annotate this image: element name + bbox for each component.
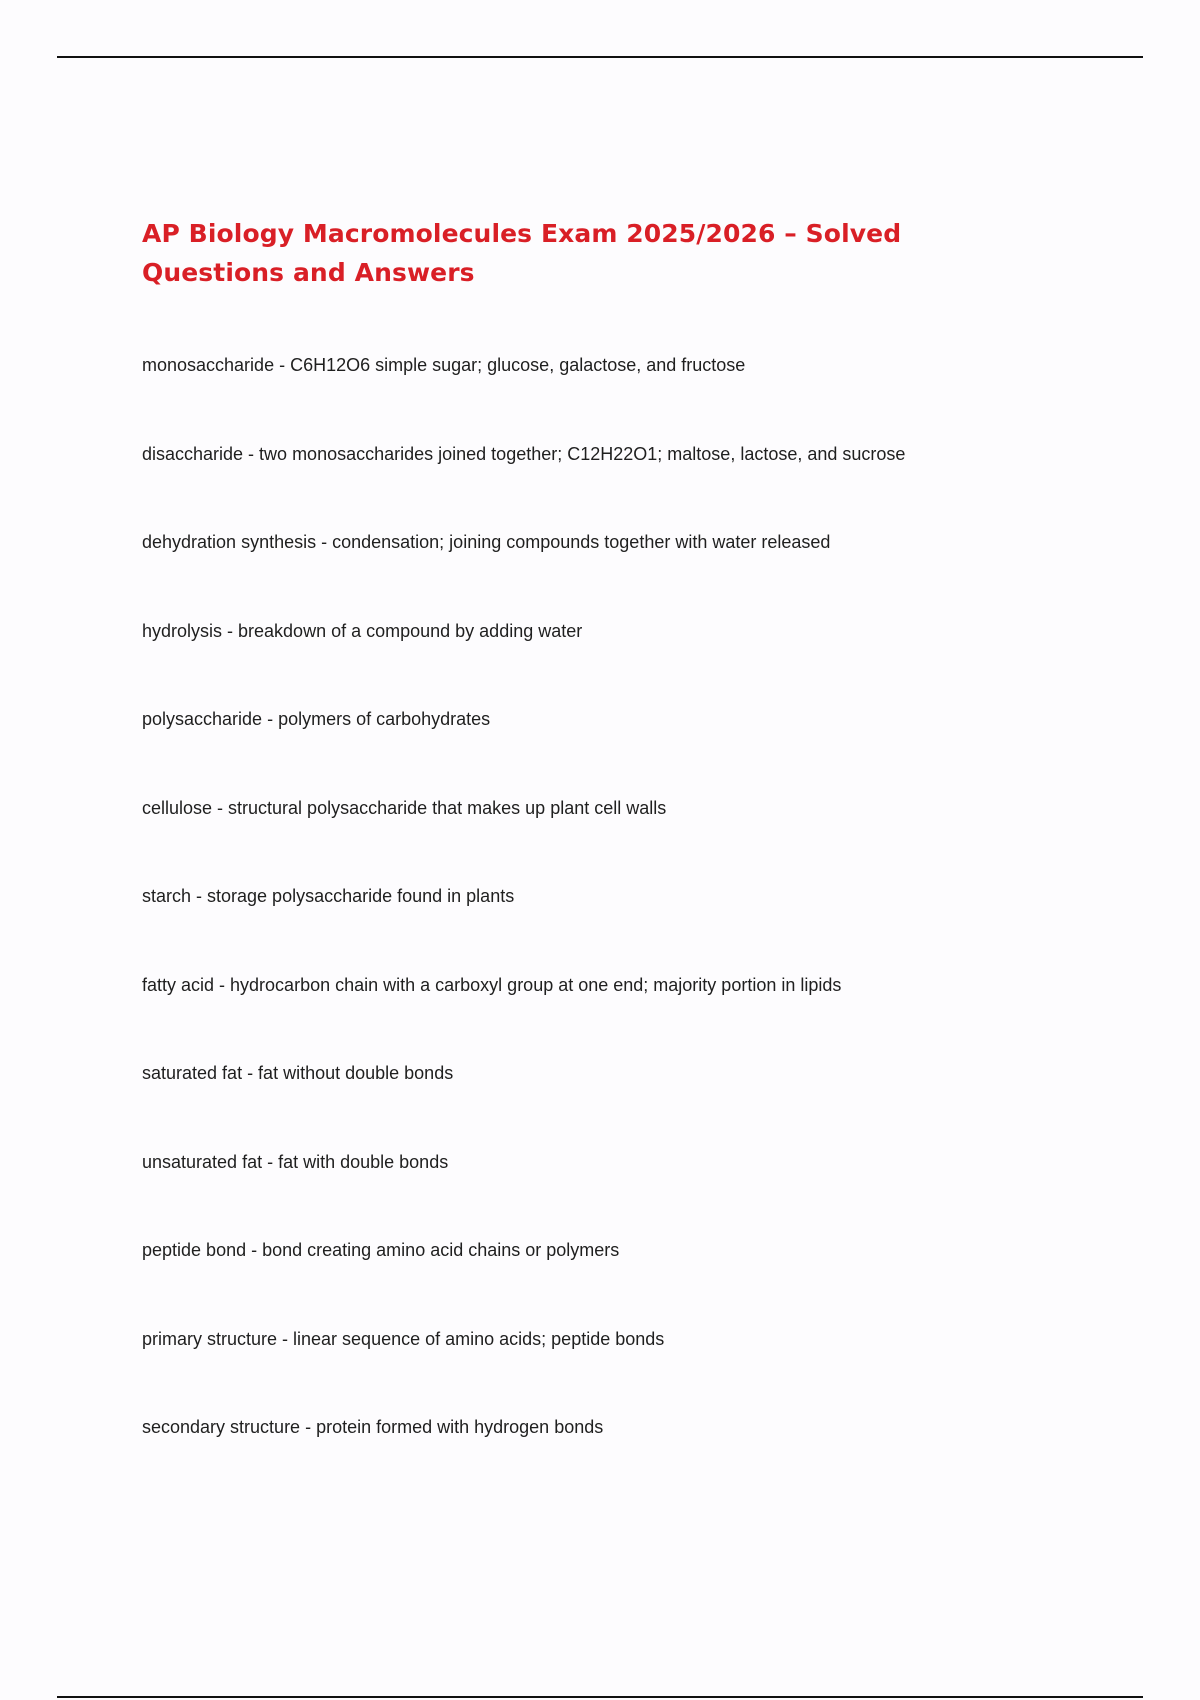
header-rule bbox=[57, 56, 1143, 58]
qa-entry: saturated fat - fat without double bonds bbox=[142, 1063, 454, 1083]
qa-entry: unsaturated fat - fat with double bonds bbox=[142, 1151, 449, 1172]
qa-entry: fatty acid - hydrocarbon chain with a carboxyl group at one end; majority portion in lipids bbox=[142, 974, 842, 995]
document-title: AP Biology Macromolecules Exam 2025/2026 – Solved Questions and Answers bbox=[142, 219, 902, 287]
qa-entry: starch - storage polysaccharide found in plants bbox=[142, 886, 515, 906]
qa-entry: monosaccharide - C6H12O6 simple sugar; glucose, galactose, and fructose bbox=[142, 355, 746, 375]
qa-entry: dehydration synthesis - condensation; joining compounds together with water released bbox=[142, 532, 831, 552]
qa-entry: primary structure - linear sequence of amino acids; peptide bonds bbox=[142, 1328, 665, 1349]
qa-entry: cellulose - structural polysaccharide that makes up plant cell walls bbox=[142, 797, 667, 818]
qa-entry: peptide bond - bond creating amino acid chains or polymers bbox=[142, 1240, 620, 1260]
qa-entry: polysaccharide - polymers of carbohydrates bbox=[142, 709, 491, 729]
qa-entry: secondary structure - protein formed with hydrogen bonds bbox=[142, 1417, 604, 1437]
footer-rule bbox=[57, 1696, 1143, 1698]
qa-entry: disaccharide - two monosaccharides joined together; C12H22O1; maltose, lactose, and sucrose bbox=[142, 443, 906, 464]
qa-list bbox=[142, 353, 1142, 1504]
qa-entry: hydrolysis - breakdown of a compound by adding water bbox=[142, 620, 583, 641]
